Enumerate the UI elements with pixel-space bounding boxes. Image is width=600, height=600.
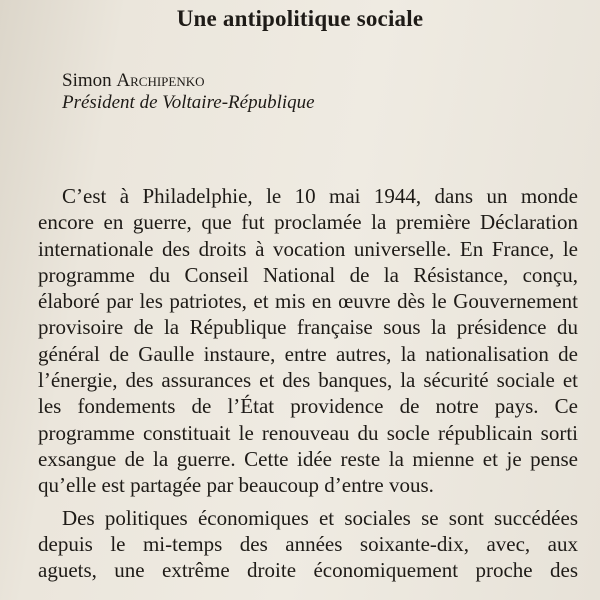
paragraph-line: encore en guerre, que fut proclamée la première Déclaration: [38, 210, 578, 235]
paragraph-line: depuis le mi-temps des années soixante-dix, avec, aux: [38, 531, 578, 556]
paragraph-line: programme constituait le renouveau du socle républicain sorti: [38, 420, 578, 445]
paragraph-line: programme du Conseil National de la Résistance, conçu,: [38, 262, 578, 287]
paragraph-line: élaboré par les patriotes, et mis en œuvre dès le Gouvernement: [38, 289, 578, 314]
paragraph-line: l’énergie, des assurances et des banques, la sécurité sociale et: [38, 368, 578, 393]
author-name: [62, 70, 205, 92]
paragraph-line: les fondements de l’État providence de notre pays. Ce: [38, 394, 578, 419]
paragraph-2: [38, 505, 578, 584]
paragraph-line: qu’elle est partagée par beaucoup d’entre vous.: [38, 473, 434, 498]
paragraph-line: aguets, une extrême droite économiquement proche des: [38, 558, 578, 583]
paragraph-1: [38, 183, 578, 499]
chapter-title: Une antipolitique sociale: [176, 6, 424, 31]
paragraph-line: exsangue de la guerre. Cette idée reste la mienne et je pense: [38, 446, 578, 471]
paragraph-line: Des politiques économiques et sociales se sont succédées: [62, 505, 578, 530]
paragraph-line: C’est à Philadelphie, le 10 mai 1944, dans un monde: [62, 184, 578, 208]
body-text: [38, 183, 578, 583]
paragraph-line: internationale des droits à vocation universelle. En France, le: [38, 236, 578, 261]
author-last-name: Archipenko: [116, 70, 205, 91]
paragraph-line: provisoire de la République française sous la présidence du: [38, 315, 578, 340]
author-first-name: Simon: [62, 70, 112, 91]
author-role: Président de Voltaire-République: [62, 92, 315, 113]
paragraph-line: général de Gaulle instaure, entre autres, la nationalisation de: [38, 341, 578, 366]
